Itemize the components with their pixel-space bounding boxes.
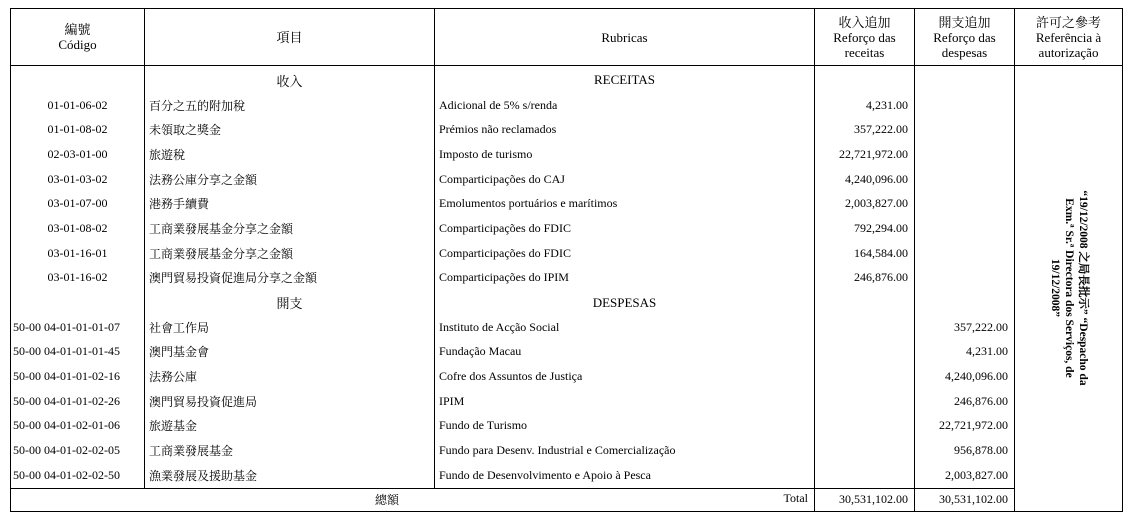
header-code: 編號 Código [11,9,145,66]
header-item: 項目 [145,9,435,66]
authorization-text: “19/12/2008 之局長批示” “Despacho da Exm.ª Sr.ª Directora dos Serviços, de 19/12/2008” [1048,190,1089,386]
section-label-zh: 收入 [145,66,435,93]
table-row: 01-01-06-02 百分之五的附加稅 Adicional de 5% s/renda 4,231.00 [11,93,1123,118]
header-reference: 許可之參考 Referência à autorização [1015,9,1123,66]
table-row: 50-00 04-01-01-02-16 法務公庫 Cofre dos Assuntos de Justiça 4,240,096.00 [11,364,1123,389]
total-label-pt: Total [783,491,808,506]
table-row: 03-01-08-02 工商業發展基金分享之金額 Comparticipações do FDIC 792,294.00 [11,216,1123,241]
section-label-zh: 開支 [145,290,435,315]
table-row: 50-00 04-01-01-01-45 澳門基金會 Fundação Macau 4,231.00 [11,340,1123,365]
table-row: 50-00 04-01-02-02-05 工商業發展基金 Fundo para Desenv. Industrial e Comercialização 956,878.00 [11,438,1123,463]
table-row: 50-00 04-01-02-01-06 旅遊基金 Fundo de Turismo 22,721,972.00 [11,414,1123,439]
table-row: 02-03-01-00 旅遊稅 Imposto de turismo 22,721,972.00 [11,142,1123,167]
total-label-cell [11,488,815,511]
revenue-section-row [11,66,1123,93]
total-expense: 30,531,102.00 [915,488,1015,511]
table-row: 03-01-16-02 澳門貿易投資促進局分享之金額 Comparticipações do IPIM 246,876.00 [11,266,1123,291]
total-revenue: 30,531,102.00 [815,488,915,511]
table-row: 01-01-08-02 未領取之獎金 Prémios não reclamados 357,222.00 [11,117,1123,142]
authorization-cell [1015,66,1123,512]
budget-table [10,8,1123,512]
header-expense: 開支追加 Reforço das despesas [915,9,1015,66]
section-label-pt: RECEITAS [435,66,815,93]
table-row: 03-01-07-00 港務手續費 Emolumentos portuários e marítimos 2,003,827.00 [11,191,1123,216]
table-row: 50-00 04-01-02-02-50 漁業發展及援助基金 Fundo de Desenvolvimento e Apoio à Pesca 2,003,827.00 [11,463,1123,488]
expense-section-row [11,290,1123,315]
budget-table-container [10,8,1122,512]
total-label-zh: 總額 [375,493,400,508]
total-row [11,488,1123,511]
header-revenue: 收入追加 Reforço das receitas [815,9,915,66]
table-row: 03-01-03-02 法務公庫分享之金額 Comparticipações do CAJ 4,240,096.00 [11,167,1123,192]
table-row: 50-00 04-01-01-01-07 社會工作局 Instituto de Acção Social 357,222.00 [11,315,1123,340]
table-row: 03-01-16-01 工商業發展基金分享之金額 Comparticipações do FDIC 164,584.00 [11,241,1123,266]
header-rubric: Rubricas [435,9,815,66]
section-label-pt: DESPESAS [435,290,815,315]
header-row [11,9,1123,66]
table-row: 50-00 04-01-01-02-26 澳門貿易投資促進局 IPIM 246,876.00 [11,389,1123,414]
